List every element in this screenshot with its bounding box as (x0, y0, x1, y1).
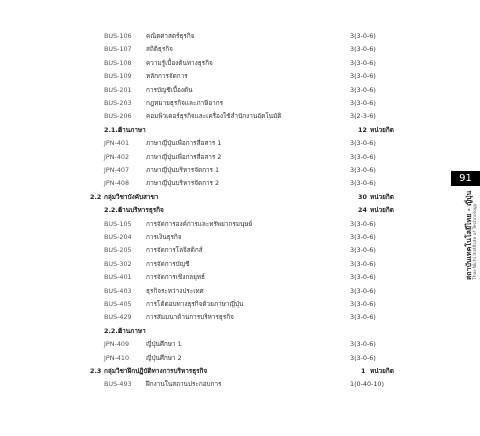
course-credit: 3(3-0-6) (350, 219, 376, 228)
course-code: JPN-401 (104, 139, 130, 148)
course-code: BUS-108 (104, 58, 132, 67)
course-name: ญี่ปุ่นศึกษา 1 (146, 340, 182, 349)
course-code: BUS-109 (104, 72, 132, 81)
course-name: การจัดการบัญชี (146, 259, 190, 268)
course-credit: 3(3-0-6) (350, 300, 376, 308)
course-name: สถิติธุรกิจ (146, 45, 173, 54)
course-credit: 3(3-0-6) (350, 85, 376, 94)
course-code: BUS-302 (104, 259, 132, 268)
section-heading (0, 191, 480, 204)
section-title: กลุ่มวิชาฝึกปฏิบัติทางการบริหารธุรกิจ (104, 367, 208, 375)
institute-side-label (451, 190, 480, 280)
subsection-number: 2.2.1 (104, 206, 123, 215)
course-credit: 3(3-0-6) (350, 72, 376, 81)
course-code: BUS-429 (104, 313, 132, 322)
course-name: ภาษาญี่ปุ่นบริหารจัดการ 1 (146, 166, 220, 174)
course-name: ธุรกิจระหว่างประเทศ (146, 286, 204, 295)
course-credit: 3(3-0-6) (350, 99, 376, 107)
course-code: JPN-407 (104, 166, 130, 174)
course-row (0, 177, 480, 190)
course-row (0, 218, 480, 231)
course-credit: 3(3-0-6) (350, 179, 376, 188)
course-name: ฝึกงานในสถานประกอบการ (146, 380, 222, 389)
course-row (0, 110, 480, 123)
course-code: BUS-107 (104, 45, 132, 54)
course-credit: 3(3-0-6) (350, 139, 376, 148)
section-heading (0, 365, 480, 378)
course-credit: 3(3-0-6) (350, 32, 376, 40)
course-code: JPN-410 (104, 353, 130, 362)
course-code: BUS-401 (104, 273, 132, 282)
course-name: การบัญชีเบื้องต้น (146, 85, 193, 94)
course-name: กฎหมายธุรกิจและภาษีอากร (146, 99, 224, 107)
subsection-heading (0, 325, 480, 338)
course-credit: 3(3-0-6) (350, 58, 376, 67)
course-name: การเงินธุรกิจ (146, 233, 182, 241)
course-name: การสัมมนาด้านการบริหารธุรกิจ (146, 313, 234, 322)
section-credit-unit: หน่วยกิต (370, 192, 394, 201)
subsection-title: ด้านบริหารธุรกิจ (118, 206, 164, 215)
section-credit-number: 30 (358, 192, 367, 201)
subsection-heading (0, 204, 480, 217)
course-name: การจัดการองค์การและทรัพยากรมนุษย์ (146, 219, 253, 228)
section-number: 2.2 (90, 192, 102, 201)
course-row (0, 84, 480, 97)
course-row (0, 298, 480, 311)
course-code: BUS-201 (104, 85, 132, 94)
course-code: JPN-408 (104, 179, 130, 188)
course-row (0, 258, 480, 271)
course-name: หลักการจัดการ (146, 72, 188, 81)
subsection-heading (0, 124, 480, 137)
course-name: ภาษาญี่ปุ่นเพื่อการสื่อสาร 2 (146, 152, 222, 161)
institute-name-english: Thai-Nichi Institute of Technology (473, 203, 478, 280)
course-name: การจัดการเชิงกลยุทธ์ (146, 273, 205, 282)
section-number: 2.3 (90, 367, 102, 375)
course-name: การจัดการโลจิสติกส์ (146, 246, 203, 255)
course-credit: 3(3-0-6) (350, 45, 376, 54)
course-row (0, 30, 480, 43)
course-row (0, 311, 480, 324)
course-name: ภาษาญี่ปุ่นบริหารจัดการ 2 (146, 179, 220, 188)
subsection-number: 2.1.2 (104, 125, 123, 134)
course-code: BUS-105 (104, 219, 132, 228)
subsection-credit-unit: หน่วยกิต (370, 125, 394, 134)
institute-name-thai: สถาบันเทคโนโลยีไทย - ญี่ปุ่น (465, 190, 473, 280)
course-credit: 3(3-0-6) (350, 340, 376, 349)
course-code: JPN-409 (104, 340, 130, 349)
course-row (0, 244, 480, 257)
subsection-credit-number: 24 (358, 206, 367, 215)
course-name: คณิตศาสตร์ธุรกิจ (146, 32, 195, 40)
subsection-title: ด้านภาษา (118, 326, 146, 335)
course-credit: 3(3-0-6) (350, 166, 376, 174)
course-row (0, 378, 480, 391)
course-row (0, 285, 480, 298)
course-code: BUS-203 (104, 99, 132, 107)
course-code: BUS-405 (104, 300, 132, 308)
course-code: BUS-106 (104, 32, 132, 40)
subsection-number: 2.2.2 (104, 326, 123, 335)
course-row (0, 43, 480, 56)
course-credit: 3(3-0-6) (350, 273, 376, 282)
course-row (0, 231, 480, 244)
course-code: BUS-204 (104, 233, 132, 241)
section-credit-unit: หน่วยกิต (370, 367, 394, 375)
subsection-credit-unit: หน่วยกิต (370, 206, 394, 215)
course-name: การโต้ตอบทางธุรกิจด้วยภาษาญี่ปุ่น (146, 300, 244, 308)
course-credit: 3(3-0-6) (350, 246, 376, 255)
course-name: ความรู้เบื้องต้นทางธุรกิจ (146, 58, 213, 67)
course-credit: 3(3-0-6) (350, 286, 376, 295)
course-code: BUS-403 (104, 286, 132, 295)
course-row (0, 338, 480, 351)
course-credit: 3(3-0-6) (350, 353, 376, 362)
course-row (0, 352, 480, 365)
course-code: JPN-402 (104, 152, 130, 161)
course-row (0, 97, 480, 110)
page-number-tab: 91 (451, 171, 480, 186)
course-credit: 3(3-0-6) (350, 152, 376, 161)
course-row (0, 271, 480, 284)
course-code: BUS-206 (104, 112, 132, 121)
course-credit: 3(3-0-6) (350, 233, 376, 241)
course-credit: 3(2-3-6) (350, 112, 376, 121)
course-row (0, 57, 480, 70)
course-row (0, 151, 480, 164)
course-code: BUS-205 (104, 246, 132, 255)
subsection-credit-number: 12 (358, 125, 367, 134)
course-name: ญี่ปุ่นศึกษา 2 (146, 353, 182, 362)
course-code: BUS-493 (104, 380, 132, 389)
course-credit: 3(3-0-6) (350, 259, 376, 268)
course-name: คอมพิวเตอร์ธุรกิจและเครื่องใช้สำนักงานอัตโนมัติ (146, 112, 282, 121)
course-row (0, 70, 480, 83)
section-title: กลุ่มวิชาบังคับสาขา (104, 192, 159, 201)
course-credit: 1(0-40-10) (350, 380, 384, 389)
course-row (0, 137, 480, 150)
subsection-title: ด้านภาษา (118, 125, 146, 134)
section-credit-number: 1 (361, 367, 366, 375)
course-row (0, 164, 480, 177)
course-credit: 3(3-0-6) (350, 313, 376, 322)
course-name: ภาษาญี่ปุ่นเพื่อการสื่อสาร 1 (146, 139, 222, 148)
